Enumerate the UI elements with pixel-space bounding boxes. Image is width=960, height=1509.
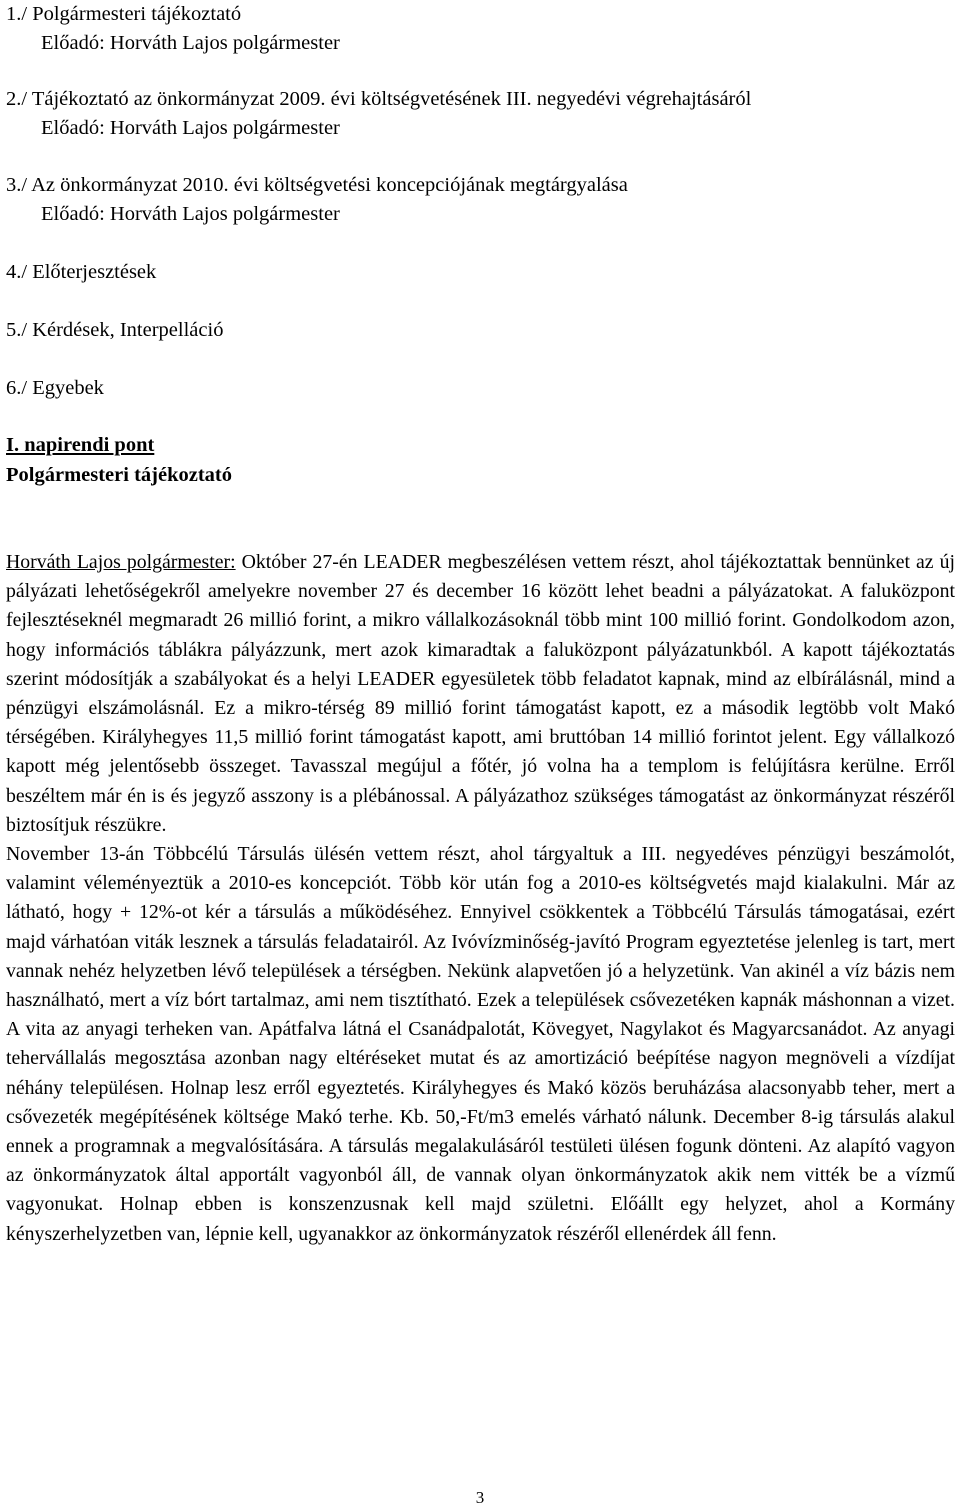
agenda-item	[6, 0, 340, 57]
agenda-item-number: 4./	[6, 261, 28, 283]
agenda-point-heading: I. napirendi pont	[6, 434, 155, 456]
paragraph: November 13-án Többcélú Társulás ülésén vettem részt, ahol tárgyaltuk a III. negyedéves pénzügyi beszámolót, valamint véleményeztük a 2010-es koncepciót. Több kör után fog a 2010-es költségvetés majd kialakulni. Már az látható, hogy + 12%-ot kér a társulás a működéséhez. Ennyivel csökkentek a Többcélú Társulás támogatásai, ezért majd várhatóan viták lesznek a társulás feladatairól. Az Ivóvízminőség-javító Program egyeztetése jelenleg is tart, mert vannak nehéz helyzetben lévő települések a térségben. Nekünk alapvetően jó a helyzetünk. Van akinél a víz bázis nem használható, mert a víz bórt tartalmaz, ami nem tisztítható. Ezek a települések csővezetéken kapnák máshonnan a vizet. A vita az anyagi terheken van. Apátfalva látná el Csanádpalotát, Kövegyet, Nagylakot és Magyarcsanádot. Az anyagi tehervállalás megosztása azonban nagy eltéréseket mutat és az amortizáció beépítése nagyon megnöveli a vízdíjat néhány településen. Holnap lesz erről egyeztetés. Királyhegyes és Makó közös beruházása alacsonyabb teher, mert a csővezeték megépítésének költsége Makó terhe. Kb. 50,-Ft/m3 emelés várható nálunk. December 8-ig társulás alakul ennek a programnak a megvalósítására. A társulás megalakulásáról testületi ülésen fogunk dönteni. Az alapító vagyon az önkormányzatok által apportált vagyonból áll, de vannak olyan önkormányzatok akik nem vitték be a vízmű vagyonukat. Holnap ebben is konszenzusnak kell majd születni. Előállt egy helyzet, ahol a Kormány kényszerhelyzetben van, lépnie kell, ugyanakkor az önkormányzatok részéről ellenérdek áll fenn.	[6, 843, 955, 1245]
agenda-item-presenter: Előadó: Horváth Lajos polgármester	[41, 202, 340, 225]
agenda-item-title: Polgármesteri tájékoztató	[32, 3, 242, 25]
paragraph-text: Október 27-én LEADER megbeszélésen vettem részt, ahol tájékoztattak bennünket az új pályázati lehetőségekről amelyekre november 27 és december 16 között lehet beadni a pályázatokat. A faluközpont fejlesztéseknél megmaradt 26 millió forint, a mikro vállalkozásoknál több mint 100 millió forint. Gondolkodom azon, hogy információs táblákra pályázzunk, mert azok kimaradtak a faluközpont pályázatunkból. A kapott tájékoztatás szerint módosítják a szabályokat és a helyi LEADER egyesületek több feladatot kapnak, mind az elbírálásnál, mind a pénzügyi elszámolásnál. Ez a mikro-térség 89 millió forint támogatást kapott, ez a második legtöbb volt Makó térségében. Királyhegyes 11,5 millió forint támogatást kapott, ami bruttóban 14 millió forintot jelent. Egy vállalkozó kapott még jelentősebb összeget. Tavasszal megújul a főtér, jó volna ha a templom is felújításra kerülne. Erről beszéltem már én is és jegyző asszony is a plébánossal. A pályázathoz szükséges támogatást az önkormányzat részéről biztosítjuk részükre.	[6, 551, 955, 836]
minutes-body	[6, 548, 955, 1249]
agenda-item	[6, 171, 628, 228]
agenda-item	[6, 258, 156, 287]
page-number	[0, 1488, 960, 1508]
agenda-item-presenter: Előadó: Horváth Lajos polgármester	[41, 31, 340, 54]
agenda-point-subheading: Polgármesteri tájékoztató	[6, 464, 232, 486]
agenda-item-number: 1./	[6, 3, 28, 25]
agenda-item-title: Kérdések, Interpelláció	[32, 319, 224, 341]
page-number-text: 3	[475, 1488, 485, 1507]
agenda-item-presenter: Előadó: Horváth Lajos polgármester	[41, 116, 340, 139]
speaker-name: Horváth Lajos polgármester:	[6, 551, 236, 573]
agenda-item-number: 3./	[6, 174, 28, 196]
paragraph	[6, 548, 955, 840]
agenda-item-number: 5./	[6, 319, 28, 341]
agenda-item	[6, 85, 751, 142]
agenda-item-title: Egyebek	[32, 377, 104, 399]
agenda-item-title: Az önkormányzat 2010. évi költségvetési koncepciójának megtárgyalása	[31, 174, 628, 196]
agenda-item-number: 6./	[6, 377, 28, 399]
agenda-item	[6, 316, 223, 345]
agenda-item-number: 2./	[6, 88, 28, 110]
agenda-item-title: Tájékoztató az önkormányzat 2009. évi költségvetésének III. negyedévi végrehajtásáról	[31, 88, 752, 110]
section-heading	[6, 430, 232, 490]
agenda-item-title: Előterjesztések	[32, 261, 157, 283]
agenda-item	[6, 374, 104, 403]
